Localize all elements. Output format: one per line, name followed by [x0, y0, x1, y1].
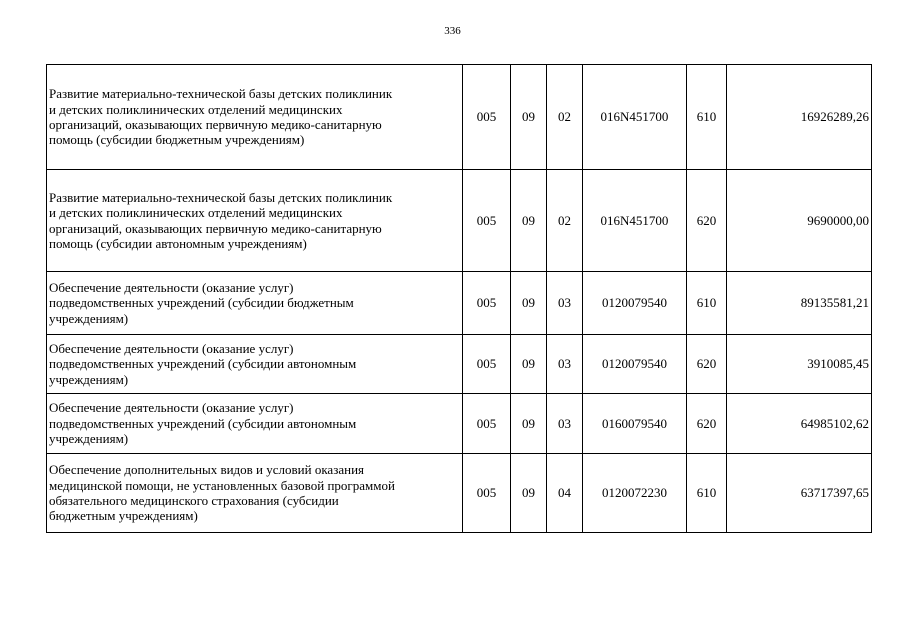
- row-sum: 64985102,62: [727, 394, 872, 454]
- row-csr-code: 0120072230: [583, 454, 687, 533]
- row-csr-code: 0120079540: [583, 272, 687, 335]
- row-rz-code: 09: [511, 170, 547, 272]
- row-name-cell: [47, 454, 463, 533]
- budget-table: [46, 64, 872, 533]
- row-name-line: Обеспечение деятельности (оказание услуг): [49, 279, 294, 295]
- table-row: [47, 335, 872, 394]
- row-name-line: и детских поликлинических отделений медицинских: [49, 205, 343, 221]
- table-row: [47, 65, 872, 170]
- row-name-line: Обеспечение дополнительных видов и условий оказания: [49, 462, 365, 478]
- row-rz-code: 09: [511, 65, 547, 170]
- budget-table-body: [47, 65, 872, 533]
- row-name-line: обязательного медицинского страхования (субсидии: [49, 493, 339, 508]
- row-name-cell: [47, 394, 463, 454]
- row-rz-code: 09: [511, 454, 547, 533]
- row-ved-code: 005: [463, 335, 511, 394]
- row-rz-code: 09: [511, 394, 547, 454]
- row-vr-code: 620: [687, 394, 727, 454]
- row-sum: 89135581,21: [727, 272, 872, 335]
- row-ved-code: 005: [463, 65, 511, 170]
- table-row: [47, 272, 872, 335]
- row-vr-code: 610: [687, 65, 727, 170]
- page-number: 336: [444, 25, 461, 37]
- table-row: [47, 454, 872, 533]
- row-name-line: Обеспечение деятельности (оказание услуг): [49, 340, 294, 356]
- row-csr-code: 0120079540: [583, 335, 687, 394]
- row-ved-code: 005: [463, 454, 511, 533]
- row-sum: 63717397,65: [727, 454, 872, 533]
- row-name-line: подведомственных учреждений (субсидии автономным: [49, 415, 357, 431]
- row-pr-code: 02: [547, 65, 583, 170]
- row-vr-code: 610: [687, 272, 727, 335]
- row-vr-code: 610: [687, 454, 727, 533]
- row-name-line: Развитие материально-технической базы детских поликлиник: [49, 86, 393, 102]
- row-ved-code: 005: [463, 394, 511, 454]
- row-name-line: подведомственных учреждений (субсидии автономным: [49, 356, 357, 372]
- row-name-line: подведомственных учреждений (субсидии бюджетным: [49, 295, 354, 311]
- row-name-line: медицинской помощи, не установленных базовой программой: [49, 477, 395, 493]
- row-csr-code: 0160079540: [583, 394, 687, 454]
- row-ved-code: 005: [463, 272, 511, 335]
- row-name-line: Обеспечение деятельности (оказание услуг): [49, 400, 294, 416]
- row-rz-code: 09: [511, 272, 547, 335]
- row-name-line: Развитие материально-технической базы детских поликлиник: [49, 189, 393, 205]
- row-name-line: учреждениям): [49, 310, 129, 326]
- row-pr-code: 04: [547, 454, 583, 533]
- row-csr-code: 016N451700: [583, 170, 687, 272]
- row-pr-code: 03: [547, 394, 583, 454]
- row-name-cell: [47, 335, 463, 394]
- row-rz-code: 09: [511, 335, 547, 394]
- row-name-line: организаций, оказывающих первичную медико-санитарную: [49, 220, 382, 236]
- row-csr-code: 016N451700: [583, 65, 687, 170]
- row-sum: 9690000,00: [727, 170, 872, 272]
- row-sum: 3910085,45: [727, 335, 872, 394]
- row-name-cell: [47, 65, 463, 170]
- row-vr-code: 620: [687, 170, 727, 272]
- row-name-line: учреждениям): [49, 371, 129, 387]
- table-row: [47, 394, 872, 454]
- table-row: [47, 170, 872, 272]
- row-name-line: и детских поликлинических отделений медицинских: [49, 101, 343, 117]
- row-name-cell: [47, 170, 463, 272]
- row-pr-code: 03: [547, 335, 583, 394]
- row-sum: 16926289,26: [727, 65, 872, 170]
- row-vr-code: 620: [687, 335, 727, 394]
- row-pr-code: 02: [547, 170, 583, 272]
- row-ved-code: 005: [463, 170, 511, 272]
- row-name-line: организаций, оказывающих первичную медико-санитарную: [49, 117, 382, 132]
- row-name-line: бюджетным учреждениям): [49, 508, 198, 524]
- row-name-line: помощь (субсидии бюджетным учреждениям): [49, 132, 305, 148]
- row-name-cell: [47, 272, 463, 335]
- row-pr-code: 03: [547, 272, 583, 335]
- row-name-line: помощь (субсидии автономным учреждениям): [49, 235, 307, 251]
- row-name-line: учреждениям): [49, 431, 129, 447]
